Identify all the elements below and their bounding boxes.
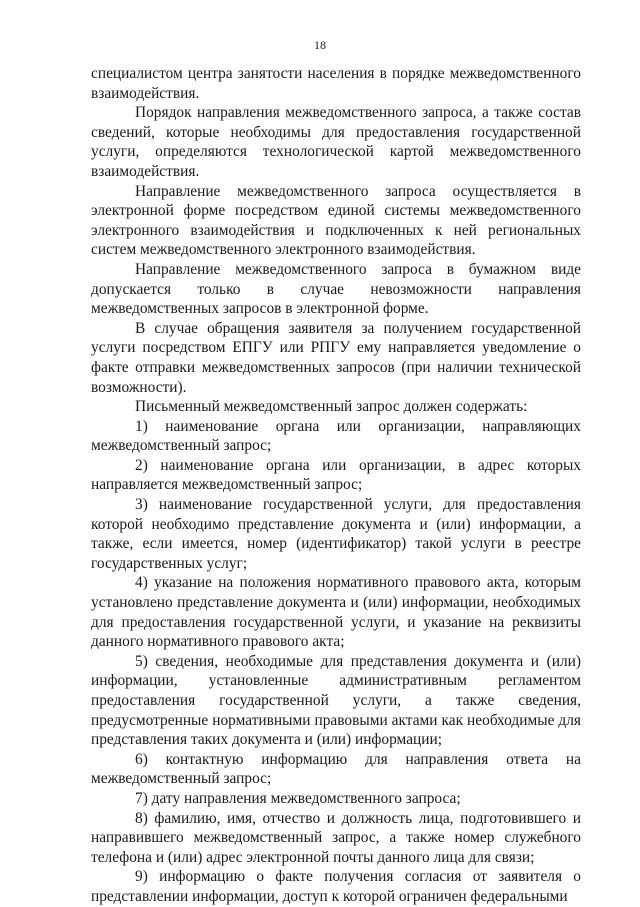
- paragraph-continuation: специалистом центра занятости населения в порядке межведомственного взаимодействия.: [91, 65, 581, 102]
- list-item-2: 2) наименование органа или организации, в адрес которых направляется межведомственный запрос;: [91, 456, 581, 494]
- paragraph-request-procedure: Порядок направления межведомственного запроса, а также состав сведений, которые необходимы для предоставления государственной услуги, определяются технологической картой межведомственного взаимодействия.: [91, 104, 581, 180]
- list-item-6: 6) контактную информацию для направления ответа на межведомственный запрос;: [91, 750, 581, 788]
- page-number: 18: [314, 38, 326, 52]
- paragraph-epgu-notification: В случае обращения заявителя за получением государственной услуги посредством ЕПГУ или РПГУ ему направляется уведомление о факте отправки межведомственных запросов (при наличии технической возможности).: [91, 319, 581, 396]
- list-item-4: 4) указание на положения нормативного правового акта, которым установлено представление документа и (или) информации, необходимых для предоставления государственной услуги, и указание на реквизиты данного нормативного правового акта;: [91, 574, 581, 651]
- document-body: [91, 64, 581, 907]
- list-item-5: 5) сведения, необходимые для представления документа и (или) информации, установленные административным регламентом предоставления государственной услуги, а также сведения, предусмотренные нормативными правовыми актами как необходимые для представления таких документа и (или) информации;: [91, 652, 581, 749]
- list-item-3: 3) наименование государственной услуги, для предоставления которой необходимо представление документа и (или) информации, а также, если имеется, номер (идентификатор) такой услуги в реестре государственных услуг;: [91, 496, 581, 572]
- list-item-7: 7) дату направления межведомственного запроса;: [135, 789, 461, 807]
- paragraph-request-contents: Письменный межведомственный запрос должен содержать:: [135, 398, 528, 416]
- list-item-9: 9) информацию о факте получения согласия от заявителя о представлении информации, доступ к которой ограничен федеральными: [91, 868, 581, 905]
- paragraph-electronic-form: Направление межведомственного запроса осуществляется в электронной форме посредством единой системы межведомственного электронного взаимодействия и подключенных к ней региональных систем межведомственного электронного взаимодействия.: [91, 182, 581, 259]
- paragraph-paper-form: Направление межведомственного запроса в бумажном виде допускается только в случае невозможности направления межведомственных запросов в электронной форме.: [91, 260, 581, 318]
- list-item-8: 8) фамилию, имя, отчество и должность лица, подготовившего и направившего межведомственный запрос, а также номер служебного телефона и (или) адрес электронной почты данного лица для связи;: [91, 809, 581, 866]
- list-item-1: 1) наименование органа или организации, направляющих межведомственный запрос;: [91, 417, 581, 455]
